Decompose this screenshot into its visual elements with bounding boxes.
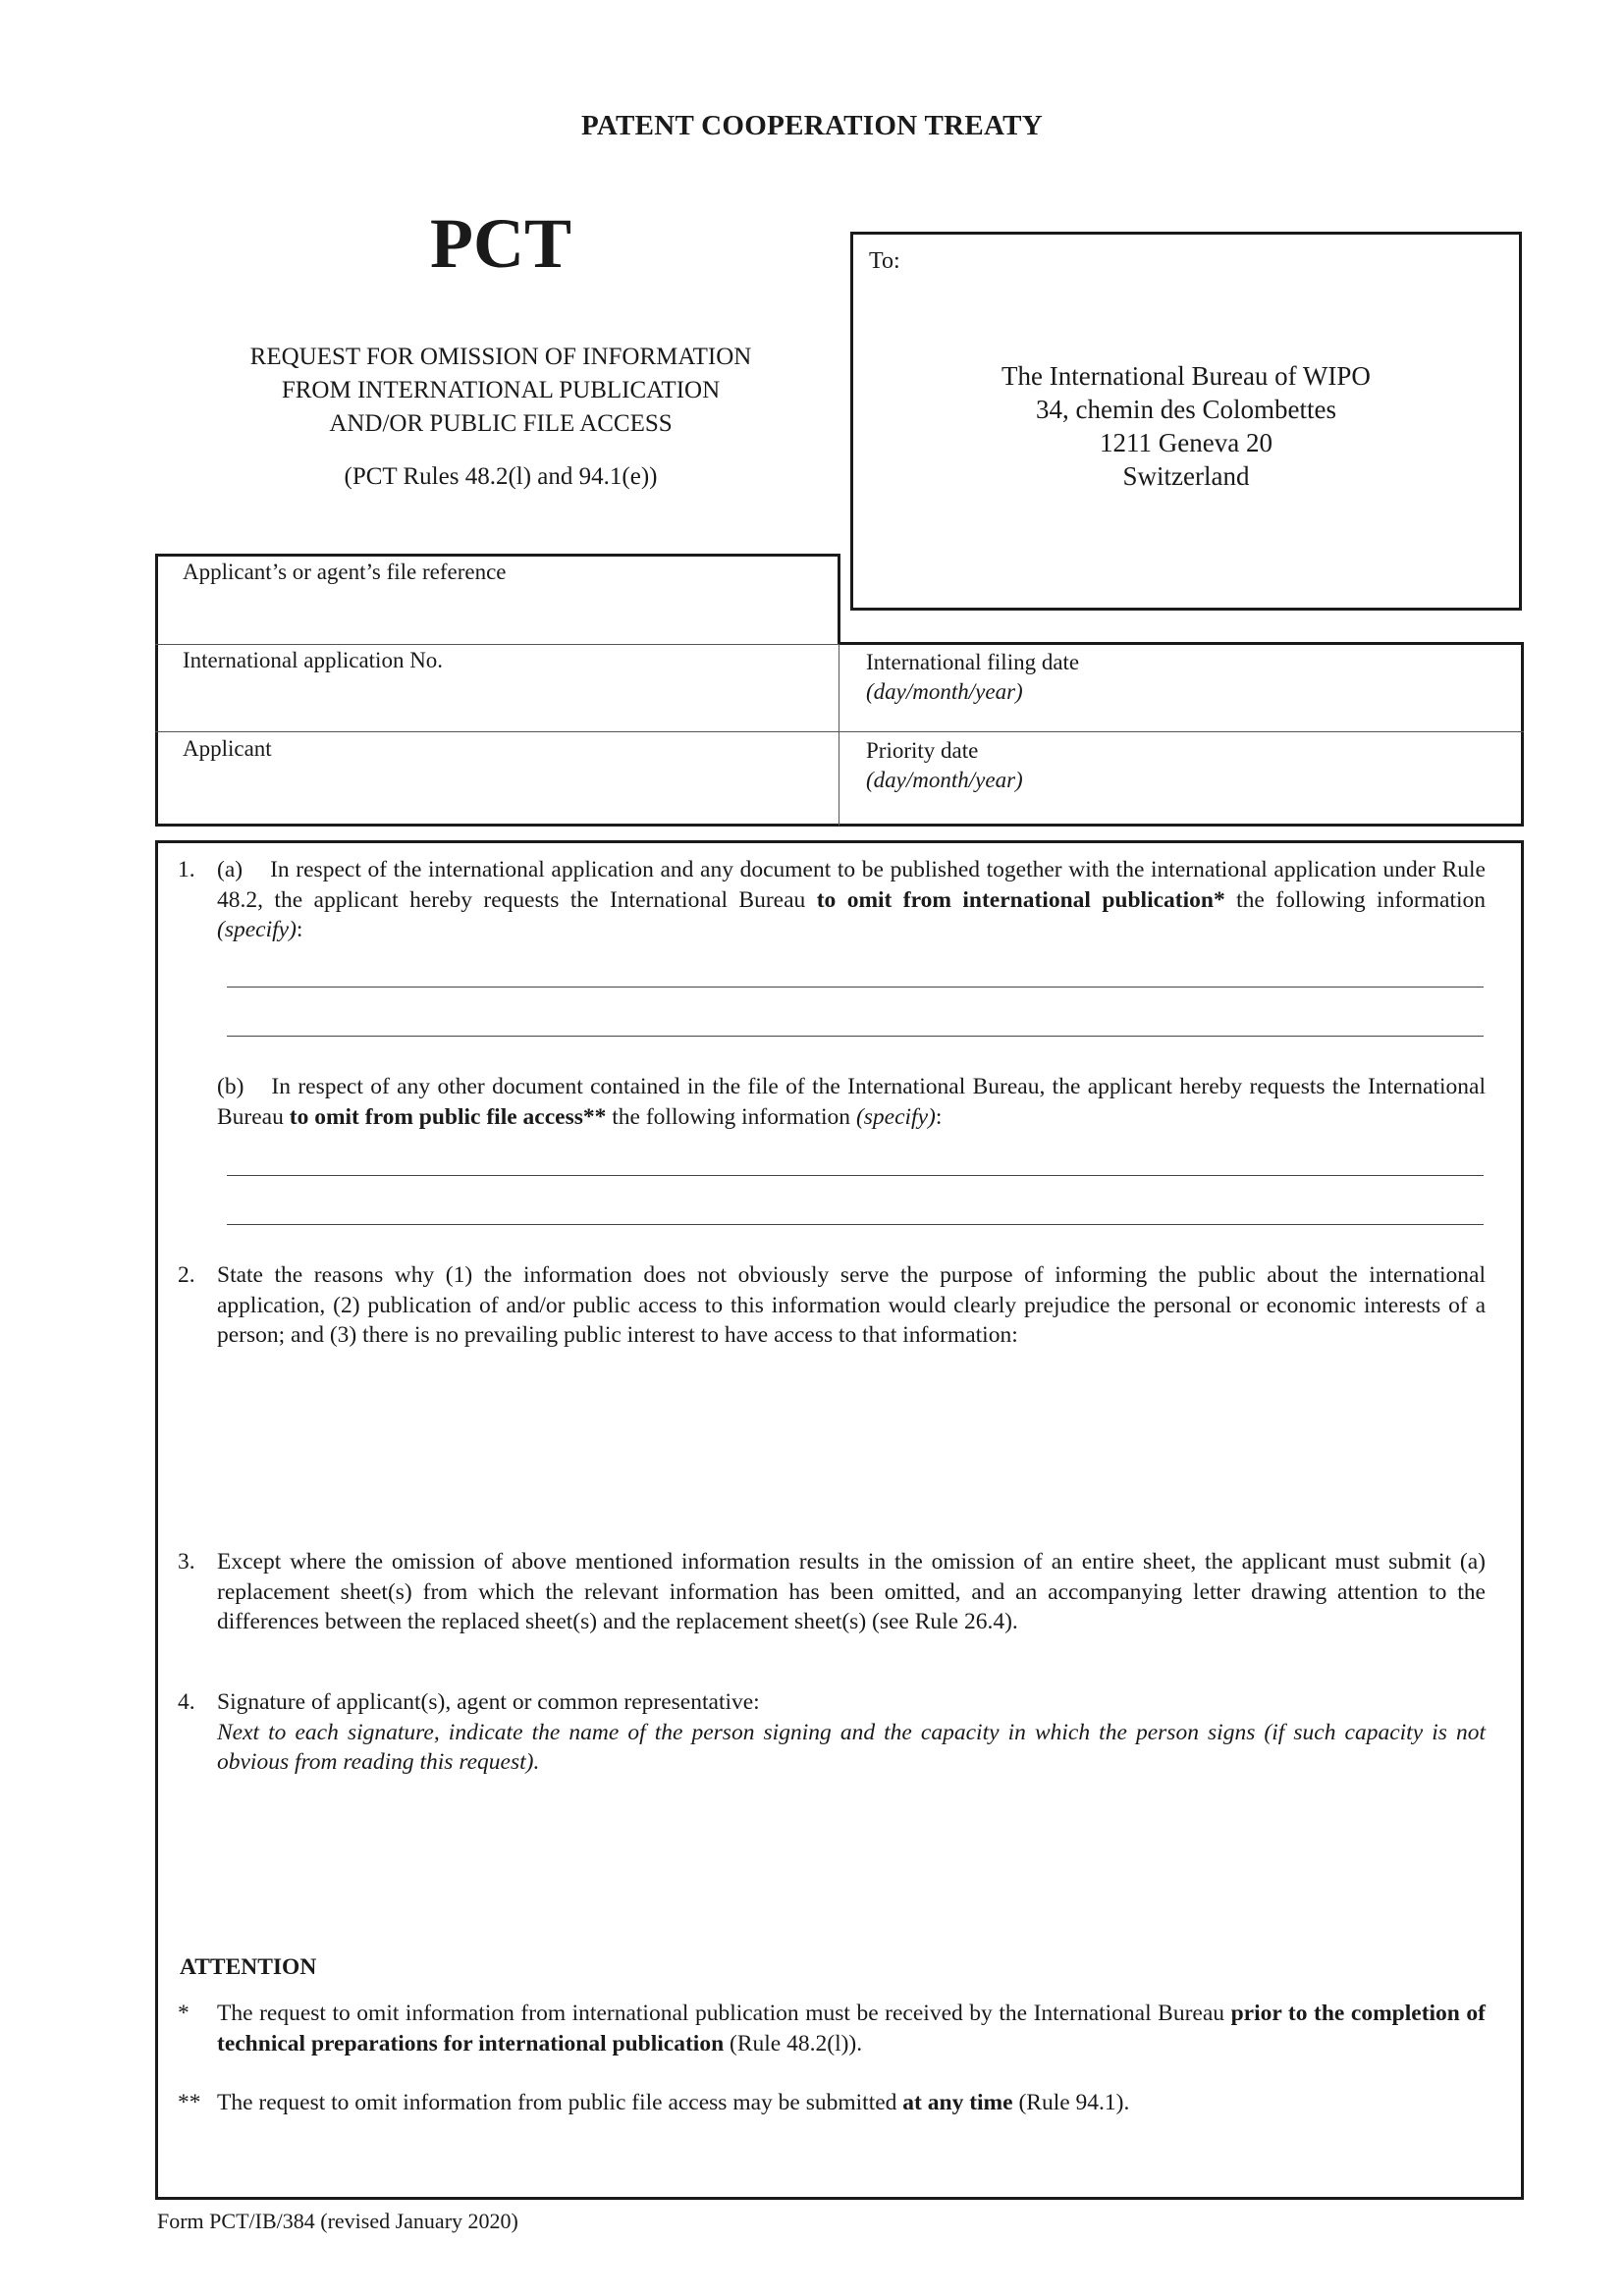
recipient-address (853, 359, 1519, 493)
note-2-tail: (Rule 94.1). (1012, 2090, 1130, 2115)
section-1-number: 1. (178, 857, 195, 882)
section-1a-colon: : (296, 917, 303, 942)
section-1a-text (217, 855, 1486, 945)
section-1b-body-cont: the following information (606, 1103, 856, 1130)
applicant-field[interactable] (169, 736, 827, 821)
section-1a-label: (a) (217, 857, 244, 882)
request-title-line: REQUEST FOR OMISSION OF INFORMATION (249, 344, 752, 370)
priority-date-label: Priority date (866, 738, 979, 763)
request-title (157, 341, 844, 441)
request-title-line: FROM INTERNATIONAL PUBLICATION (281, 377, 721, 403)
divider (839, 642, 1524, 645)
section-1b-specify: (specify) (855, 1103, 936, 1130)
attention-heading: ATTENTION (180, 1954, 317, 1980)
divider (155, 731, 1524, 732)
priority-date-hint: (day/month/year) (866, 768, 1023, 792)
section-2-reasons-area[interactable] (217, 1359, 1486, 1535)
divider (155, 554, 158, 827)
note-1-tail: (Rule 48.2(l)). (724, 2030, 863, 2056)
section-1b-colon: : (935, 1103, 943, 1130)
form-identifier: Form PCT/IB/384 (revised January 2020) (157, 2209, 518, 2233)
section-4-instruction: Next to each signature, indicate the name of the person signing and the capacity in which the person signs (if such capacity is not obvious from reading this request). (217, 1719, 1486, 1775)
section-1a-entry-line[interactable] (227, 1036, 1484, 1037)
rules-reference: (PCT Rules 48.2(l) and 94.1(e)) (344, 463, 658, 490)
section-1a-emphasis: to omit from international publication* (816, 886, 1225, 913)
address-line: 1211 Geneva 20 (1100, 428, 1272, 457)
note-2-text (217, 2088, 1486, 2118)
note-2-emphasis: at any time (902, 2090, 1013, 2115)
section-4-heading: Signature of applicant(s), agent or common representative: (217, 1689, 760, 1715)
request-title-line: AND/OR PUBLIC FILE ACCESS (329, 410, 673, 437)
note-1-emphasis: prior to the completion of technical preparations for international publication (217, 2001, 1486, 2056)
section-1b-entry-line[interactable] (227, 1224, 1484, 1225)
section-2-text: State the reasons why (1) the information does not obviously serve the purpose of informing the public about the international application, (2) publication of and/or public access to this information would clearly prejudice the personal or economic interests of a person; and (3) there is no prevailing public interest to have access to that information: (217, 1262, 1486, 1348)
section-1b-label: (b) (217, 1074, 244, 1099)
pct-heading: PCT (430, 204, 571, 283)
treaty-title: PATENT COOPERATION TREATY (581, 110, 1043, 141)
note-1-body: The request to omit information from international publication must be received by the International Bureau (217, 2001, 1231, 2026)
section-1a-body: In respect of the international application and any document to be published together with the international application under Rule 48.2, the applicant hereby requests the International Bureau (217, 857, 1486, 913)
note-1-mark: * (178, 2001, 189, 2026)
section-1b-entry-line[interactable] (227, 1175, 1484, 1176)
note-2-body: The request to omit information from public file access may be submitted (217, 2090, 903, 2115)
filing-date-label: International filing date (866, 650, 1080, 674)
file-reference-label: Applicant’s or agent’s file reference (183, 560, 507, 584)
file-reference-field[interactable] (169, 560, 827, 638)
signature-area[interactable] (217, 1786, 1486, 1952)
to-label: To: (869, 248, 900, 274)
section-2-number: 2. (178, 1262, 195, 1288)
section-1a-specify: (specify) (217, 917, 297, 942)
section-4-number: 4. (178, 1689, 195, 1715)
application-number-field[interactable] (169, 648, 827, 726)
filing-date-hint: (day/month/year) (866, 679, 1023, 704)
divider (838, 554, 840, 644)
note-1-text (217, 1999, 1486, 2058)
priority-date-field[interactable] (852, 736, 1510, 821)
application-number-label: International application No. (183, 648, 444, 672)
address-line: Switzerland (1122, 461, 1250, 491)
section-1b-body: In respect of any other document contained in the file of the International Bureau, the applicant hereby requests the International Bureau (217, 1074, 1486, 1130)
section-1a-body-cont: the following information (1224, 886, 1486, 913)
filing-date-field[interactable] (852, 648, 1510, 726)
section-1a-entry-line[interactable] (227, 987, 1484, 988)
request-body (155, 840, 1524, 2200)
address-line: The International Bureau of WIPO (1001, 361, 1371, 391)
divider (155, 554, 839, 557)
section-3-text: Except where the omission of above mentioned information results in the omission of an entire sheet, the applicant must submit (a) replacement sheet(s) from which the relevant information has been omitted, and an accompanying letter drawing attention to the differences between the replaced sheet(s) and the replacement sheet(s) (see Rule 26.4). (217, 1549, 1486, 1634)
section-1b-emphasis: to omit from public file access** (289, 1103, 607, 1130)
section-1b-text (217, 1072, 1486, 1132)
note-2-mark: ** (178, 2090, 201, 2115)
section-3-number: 3. (178, 1549, 195, 1575)
section-4-text (217, 1687, 1486, 1778)
divider (155, 644, 839, 645)
divider (155, 824, 1524, 827)
applicant-label: Applicant (183, 736, 272, 761)
address-line: 34, chemin des Colombettes (1036, 395, 1336, 424)
divider (1521, 642, 1524, 827)
application-details-grid (155, 554, 1524, 827)
